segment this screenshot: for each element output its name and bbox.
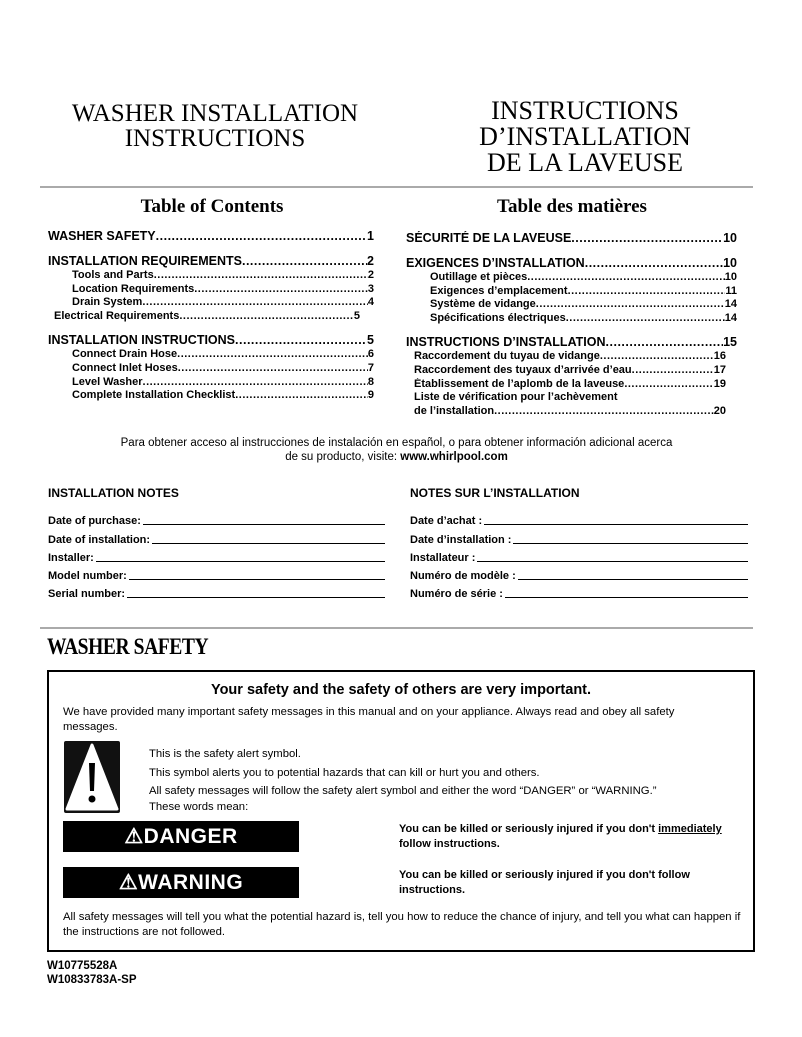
symbol-line: This is the safety alert symbol. bbox=[149, 748, 301, 760]
toc-entry[interactable] bbox=[406, 335, 737, 350]
toc-entry[interactable] bbox=[406, 405, 726, 419]
part-number: W10775528A bbox=[47, 960, 118, 972]
title-en bbox=[40, 101, 390, 151]
dot-leader bbox=[235, 333, 367, 348]
danger-text-emphasis: immediately bbox=[658, 823, 722, 835]
toc-entry-page: 5 bbox=[353, 309, 360, 322]
danger-text-part: You can be killed or seriously injured if you don't bbox=[399, 823, 659, 835]
dot-leader bbox=[494, 405, 714, 419]
toc-entry[interactable] bbox=[406, 378, 726, 392]
note-field-input[interactable] bbox=[143, 524, 385, 525]
toc-entry-label: EXIGENCES D’INSTALLATION bbox=[406, 256, 585, 270]
toc-entry-page: 4 bbox=[367, 296, 374, 309]
note-field-label: Serial number: bbox=[48, 588, 126, 601]
toc-entry-page: 10 bbox=[723, 256, 737, 270]
toc-en-heading: Table of Contents bbox=[140, 196, 284, 217]
toc-entry-label: INSTRUCTIONS D’INSTALLATION bbox=[406, 335, 606, 350]
warning-banner bbox=[63, 867, 299, 898]
spacer bbox=[406, 246, 737, 256]
note-field-label: Date of installation: bbox=[48, 533, 151, 546]
note-field bbox=[48, 564, 385, 582]
toc-entry-page: 3 bbox=[367, 282, 374, 295]
dot-leader bbox=[235, 389, 368, 403]
toc-entry[interactable] bbox=[48, 229, 374, 244]
toc-entry-page: 14 bbox=[724, 311, 737, 324]
toc-entry-label: Raccordement des tuyaux d’arrivée d’eau bbox=[414, 363, 632, 376]
note-field-label: Model number: bbox=[48, 570, 127, 583]
title-en-line: WASHER INSTALLATION bbox=[71, 100, 359, 127]
toc-entry[interactable] bbox=[406, 350, 726, 364]
danger-banner bbox=[63, 821, 299, 852]
toc-entry-label: WASHER SAFETY bbox=[48, 229, 156, 243]
toc-entry-label: Système de vidange bbox=[430, 298, 536, 311]
note-field-label: Numéro de série : bbox=[410, 588, 503, 601]
notes-heading: INSTALLATION NOTES bbox=[48, 486, 179, 500]
toc-entry-label: Liste de vérification pour l’achèvement bbox=[414, 391, 618, 404]
note-field-label: Date d’achat : bbox=[410, 515, 483, 528]
toc-entry-page: 5 bbox=[367, 333, 374, 348]
toc-entry-label: Complete Installation Checklist bbox=[72, 389, 236, 402]
toc-entry[interactable] bbox=[48, 333, 374, 348]
spacer bbox=[406, 325, 737, 335]
toc-entry-label: SÉCURITÉ DE LA LAVEUSE bbox=[406, 231, 572, 245]
title-fr-line: DE LA LAVEUSE bbox=[487, 148, 683, 177]
toc-entry[interactable] bbox=[48, 254, 374, 269]
note-field-label: Date d’installation : bbox=[410, 533, 512, 546]
dot-leader bbox=[177, 348, 368, 362]
toc-entry[interactable] bbox=[48, 283, 374, 297]
toc-entry-label: Outillage et pièces bbox=[430, 271, 528, 283]
dot-leader bbox=[568, 285, 726, 299]
note-field bbox=[410, 564, 748, 582]
toc-entry[interactable] bbox=[48, 310, 360, 324]
toc-entry[interactable] bbox=[406, 364, 726, 378]
toc-entry-page: 6 bbox=[367, 348, 374, 361]
toc-entry-label: Raccordement du tuyau de vidange bbox=[414, 350, 600, 363]
warning-label: WARNING bbox=[138, 870, 244, 894]
toc-entry-page: 16 bbox=[713, 350, 726, 363]
toc-entry-page: 19 bbox=[713, 377, 726, 390]
toc-entry-label: Spécifications électriques bbox=[430, 311, 566, 324]
notes-heading: NOTES SUR L’INSTALLATION bbox=[410, 486, 580, 500]
toc-entry-page: 8 bbox=[367, 375, 374, 388]
toc-entry-label: Établissement de l’aplomb de la laveuse bbox=[414, 377, 625, 390]
note-field-label: Date of purchase: bbox=[48, 515, 141, 528]
note-field-label: Numéro de modèle : bbox=[410, 570, 516, 583]
toc-entry-page: 10 bbox=[724, 271, 737, 283]
toc-entry-page: 17 bbox=[713, 363, 726, 376]
dot-leader bbox=[179, 310, 354, 324]
safety-box-title: Your safety and the safety of others are very important. bbox=[210, 682, 592, 698]
toc-entry-label: Exigences d’emplacement bbox=[430, 284, 568, 297]
toc-entry-label: INSTALLATION INSTRUCTIONS bbox=[48, 333, 236, 348]
dot-leader bbox=[536, 298, 725, 312]
toc-entry[interactable] bbox=[406, 231, 737, 246]
toc-entry[interactable] bbox=[48, 296, 374, 310]
note-field-input[interactable] bbox=[513, 543, 748, 544]
symbol-line: This symbol alerts you to potential hazards that can kill or hurt you and others. bbox=[149, 767, 540, 779]
title-fr-line: D’INSTALLATION bbox=[479, 122, 691, 151]
toc-entry-label: Connect Drain Hose bbox=[72, 348, 178, 361]
divider bbox=[40, 186, 753, 188]
dot-leader bbox=[566, 312, 725, 326]
installation-notes-fr bbox=[410, 486, 748, 600]
toc-fr-heading: Table des matières bbox=[497, 196, 647, 217]
footer-part-numbers bbox=[47, 959, 137, 987]
toc-fr bbox=[406, 231, 737, 418]
note-field-input[interactable] bbox=[129, 579, 385, 580]
whirlpool-link[interactable]: www.whirlpool.com bbox=[400, 451, 508, 463]
alert-triangle-icon: ⚠ bbox=[124, 825, 144, 848]
toc-entry[interactable] bbox=[406, 285, 737, 299]
dot-leader bbox=[632, 364, 714, 378]
safety-intro: We have provided many important safety messages in this manual and on your appliance. Always read and obey all safety messages. bbox=[63, 706, 675, 733]
toc-entry-label: Tools and Parts bbox=[72, 269, 154, 281]
spanish-note-line: de su producto, visite: bbox=[285, 451, 401, 463]
toc-entry-page: 1 bbox=[367, 229, 374, 243]
note-field bbox=[48, 582, 385, 600]
dot-leader bbox=[154, 269, 368, 283]
toc-entry[interactable] bbox=[406, 256, 737, 271]
symbol-line: All safety messages will follow the safety alert symbol and either the word “DANGER” or “WARNING.” bbox=[149, 785, 657, 797]
note-field-input[interactable] bbox=[518, 579, 748, 580]
toc-entry-label: Drain System bbox=[72, 296, 143, 309]
toc-en bbox=[48, 229, 374, 403]
spacer bbox=[48, 323, 374, 333]
title-fr bbox=[420, 98, 750, 176]
safety-symbol-text bbox=[149, 745, 656, 814]
toc-entry-page: 11 bbox=[725, 284, 737, 297]
toc-entry[interactable] bbox=[406, 312, 737, 326]
toc-entry-label: Location Requirements bbox=[72, 282, 195, 295]
toc-entry[interactable] bbox=[48, 376, 374, 390]
note-field-label: Installer: bbox=[48, 551, 94, 564]
title-en-line: INSTRUCTIONS bbox=[124, 125, 306, 152]
part-number: W10833783A-SP bbox=[47, 974, 137, 986]
dot-leader bbox=[178, 362, 368, 376]
alert-triangle-icon: ⚠ bbox=[118, 871, 139, 894]
danger-text-part: follow instructions. bbox=[399, 838, 500, 850]
toc-entry-page: 9 bbox=[367, 389, 374, 402]
danger-text bbox=[399, 822, 722, 852]
dot-leader bbox=[242, 254, 367, 269]
dot-leader bbox=[585, 256, 723, 271]
dot-leader bbox=[624, 378, 713, 392]
toc-entry-label: INSTALLATION REQUIREMENTS bbox=[48, 254, 242, 268]
note-field bbox=[410, 546, 748, 564]
title-fr-line: INSTRUCTIONS bbox=[491, 96, 679, 125]
note-field bbox=[48, 509, 385, 527]
toc-entry[interactable] bbox=[406, 391, 737, 405]
toc-entry[interactable] bbox=[406, 298, 737, 312]
note-field bbox=[410, 582, 748, 600]
divider bbox=[40, 627, 753, 629]
safety-alert-symbol-icon bbox=[64, 741, 120, 813]
spanish-note-line: Para obtener acceso al instrucciones de instalación en español, o para obtener información adicional acerca bbox=[120, 437, 673, 449]
note-field-input[interactable] bbox=[96, 561, 385, 562]
note-field bbox=[48, 546, 385, 564]
dot-leader bbox=[142, 296, 368, 310]
note-field bbox=[410, 527, 748, 545]
toc-entry-label: Level Washer bbox=[72, 375, 143, 388]
danger-label: DANGER bbox=[143, 824, 238, 848]
toc-entry-page: 10 bbox=[723, 231, 737, 245]
toc-entry-page: 7 bbox=[367, 361, 374, 374]
dot-leader bbox=[571, 231, 723, 246]
dot-leader bbox=[143, 376, 368, 390]
toc-entry[interactable] bbox=[48, 362, 374, 376]
note-field-input[interactable] bbox=[505, 597, 748, 598]
dot-leader bbox=[600, 350, 714, 364]
toc-entry-page: 2 bbox=[367, 254, 374, 268]
symbol-line: These words mean: bbox=[149, 801, 249, 813]
toc-entry[interactable] bbox=[48, 348, 374, 362]
toc-entry[interactable] bbox=[48, 269, 374, 283]
toc-entry-page: 14 bbox=[724, 298, 737, 311]
dot-leader bbox=[194, 283, 368, 297]
spanish-note bbox=[40, 436, 753, 464]
dot-leader bbox=[527, 271, 725, 285]
toc-entry-page: 20 bbox=[713, 404, 726, 417]
toc-entry-page: 15 bbox=[723, 335, 737, 350]
warning-text: You can be killed or seriously injured if you don't follow instructions. bbox=[399, 869, 690, 896]
washer-safety-heading: WASHER SAFETY bbox=[47, 634, 209, 659]
note-field-label: Installateur : bbox=[410, 551, 476, 564]
note-field bbox=[410, 509, 748, 527]
toc-entry-page: 2 bbox=[367, 269, 374, 281]
installation-notes-en bbox=[48, 486, 385, 600]
note-field bbox=[48, 527, 385, 545]
spacer bbox=[48, 244, 374, 254]
safety-box bbox=[47, 670, 755, 952]
note-field-input[interactable] bbox=[127, 597, 385, 598]
toc-entry[interactable] bbox=[406, 271, 737, 285]
toc-entry-label: de l’installation bbox=[414, 404, 495, 417]
note-field-input[interactable] bbox=[477, 561, 748, 562]
safety-closing: All safety messages will tell you what the potential hazard is, tell you how to reduce the chance of injury, and tell you what can happen if the instructions are not followed. bbox=[63, 911, 741, 938]
note-field-input[interactable] bbox=[152, 543, 385, 544]
note-field-input[interactable] bbox=[484, 524, 748, 525]
dot-leader bbox=[606, 335, 724, 350]
toc-entry[interactable] bbox=[48, 389, 374, 403]
toc-entry-label: Electrical Requirements bbox=[54, 309, 180, 322]
toc-entry-label: Connect Inlet Hoses bbox=[72, 361, 178, 374]
dot-leader bbox=[156, 229, 367, 244]
